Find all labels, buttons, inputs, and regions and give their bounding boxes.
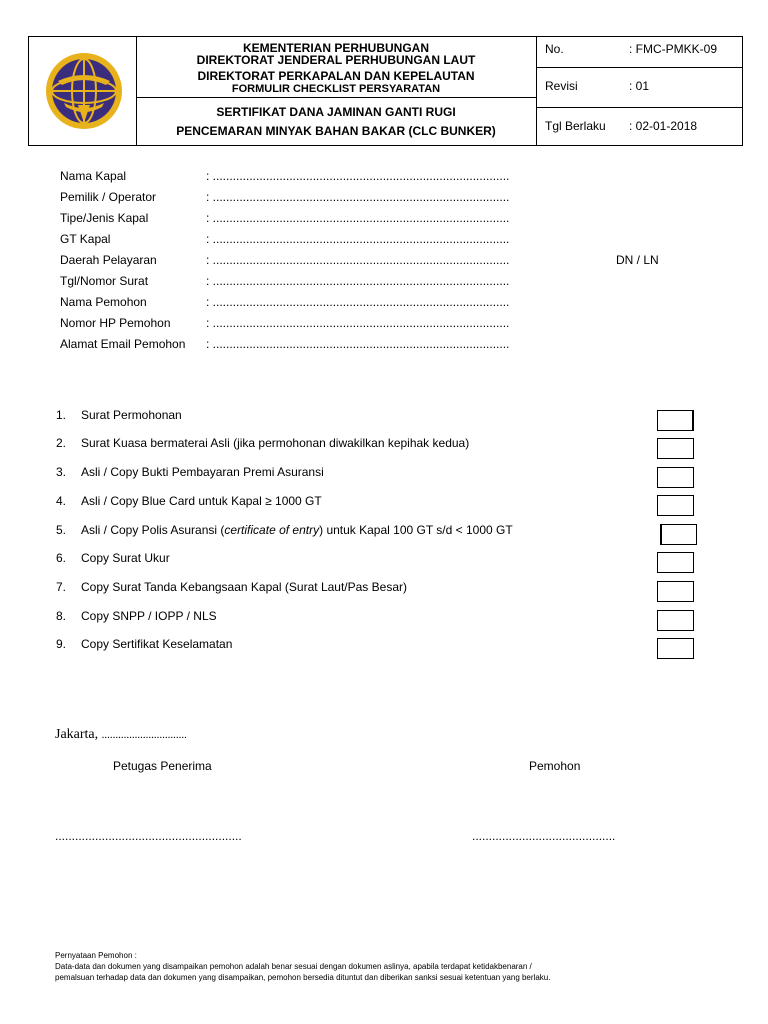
checklist-item-text (81, 523, 513, 537)
meta-divider-2 (536, 107, 742, 108)
field-input-sailing-area[interactable]: : ......................................................................................... (206, 253, 510, 267)
checklist-item-text: Copy Surat Ukur (81, 551, 170, 565)
meta-revision-value: : 01 (629, 79, 650, 93)
checklist-checkbox-6[interactable] (657, 552, 694, 573)
checklist-item-text: Surat Kuasa bermaterai Asli (jika permohonan diwakilkan kepihak kedua) (81, 436, 470, 450)
field-input-ship-name[interactable]: : ......................................................................................... (206, 169, 510, 183)
checklist-checkbox-7[interactable] (657, 581, 694, 602)
field-input-applicant-phone[interactable]: : ......................................................................................... (206, 316, 510, 330)
checklist-number: 5. (56, 523, 67, 537)
meta-no-label: No. (545, 42, 564, 56)
checklist-item-text: Copy Sertifikat Keselamatan (81, 637, 233, 651)
statement-line-1: Data-data dan dokumen yang disampaikan pemohon adalah benar sesuai dengan dokumen aslinya, apabila terdapat ketidakbenaran / (55, 962, 532, 971)
checklist-item-text: Surat Permohonan (81, 408, 182, 422)
applicant-label: Pemohon (529, 759, 581, 773)
field-input-owner[interactable]: : ......................................................................................... (206, 190, 510, 204)
header-divider-right (536, 37, 537, 145)
checklist-number: 7. (56, 580, 67, 594)
field-label-ship-name: Nama Kapal (60, 169, 127, 183)
header-form-title: FORMULIR CHECKLIST PERSYARATAN (231, 83, 441, 95)
checklist-item-text: Asli / Copy Bukti Pembayaran Premi Asuransi (81, 465, 324, 479)
field-label-applicant-email: Alamat Email Pemohon (60, 337, 186, 351)
field-input-gt[interactable]: : ......................................................................................... (206, 232, 510, 246)
dn-ln-option[interactable]: DN / LN (616, 253, 659, 267)
header-title-divider (136, 97, 536, 98)
checklist-item-text: Asli / Copy Blue Card untuk Kapal ≥ 1000 GT (81, 494, 322, 508)
meta-no-value: : FMC-PMKK-09 (629, 42, 718, 56)
header-certificate-title: SERTIFIKAT DANA JAMINAN GANTI RUGI (216, 105, 456, 119)
checklist-item-text-post: ) untuk Kapal 100 GT s/d < 1000 GT (319, 523, 513, 537)
field-input-applicant-email[interactable]: : ......................................................................................... (206, 337, 510, 351)
checklist-item-text-pre: Asli / Copy Polis Asuransi ( (81, 523, 225, 537)
field-label-letter-date: Tgl/Nomor Surat (60, 274, 149, 288)
signature-date-field[interactable]: ............................... (101, 729, 187, 741)
field-label-applicant-phone: Nomor HP Pemohon (60, 316, 171, 330)
checklist-item-text-italic: certificate of entry (224, 523, 320, 537)
checklist-number: 2. (56, 436, 67, 450)
applicant-signature-line[interactable]: ........................................... (472, 829, 616, 843)
checklist-number: 6. (56, 551, 67, 565)
header-certificate-subtitle: PENCEMARAN MINYAK BAHAN BAKAR (CLC BUNKER) (176, 124, 496, 138)
field-input-ship-type[interactable]: : ......................................................................................... (206, 211, 510, 225)
field-input-applicant-name[interactable]: : ......................................................................................... (206, 295, 510, 309)
officer-signature-line[interactable]: ........................................................ (55, 829, 242, 843)
checklist-checkbox-8[interactable] (657, 610, 694, 631)
checklist-checkbox-9[interactable] (657, 638, 694, 659)
field-label-sailing-area: Daerah Pelayaran (60, 253, 157, 267)
signature-place-label: Jakarta, (55, 727, 99, 742)
meta-revision-label: Revisi (545, 79, 578, 93)
field-label-ship-type: Tipe/Jenis Kapal (60, 211, 149, 225)
checklist-number: 1. (56, 408, 67, 422)
signature-place (55, 727, 187, 743)
ministry-emblem-icon (44, 51, 124, 131)
header-directorate-general: DIREKTORAT JENDERAL PERHUBUNGAN LAUT (196, 53, 476, 67)
applicant-statement (55, 950, 550, 983)
checklist-checkbox-2[interactable] (657, 438, 694, 459)
field-label-applicant-name: Nama Pemohon (60, 295, 147, 309)
header-directorate: DIREKTORAT PERKAPALAN DAN KEPELAUTAN (197, 69, 475, 83)
meta-date-label: Tgl Berlaku (545, 119, 606, 133)
checklist-number: 4. (56, 494, 67, 508)
statement-line-2: pemalsuan terhadap data dan dokumen yang disampaikan, pemohon bersedia dituntut dan diberikan sanksi sesuai ketentuan yang berlaku. (55, 973, 551, 982)
checklist-checkbox-1[interactable] (657, 410, 694, 431)
header-table (28, 36, 743, 146)
checklist-number: 8. (56, 609, 67, 623)
checklist-checkbox-4[interactable] (657, 495, 694, 516)
field-input-letter-date[interactable]: : ......................................................................................... (206, 274, 510, 288)
checklist-checkbox-3[interactable] (657, 467, 694, 488)
meta-divider-1 (536, 67, 742, 68)
checklist-number: 3. (56, 465, 67, 479)
statement-title: Pernyataan Pemohon : (55, 951, 137, 960)
meta-date-value: : 02-01-2018 (629, 119, 698, 133)
checklist-number: 9. (56, 637, 67, 651)
checklist-item-text: Copy Surat Tanda Kebangsaan Kapal (Surat Laut/Pas Besar) (81, 580, 407, 594)
officer-label: Petugas Penerima (113, 759, 212, 773)
checklist-item-text: Copy SNPP / IOPP / NLS (81, 609, 217, 623)
checklist-checkbox-5[interactable] (660, 524, 697, 545)
header-ministry: KEMENTERIAN PERHUBUNGAN (242, 41, 429, 55)
field-label-gt: GT Kapal (60, 232, 111, 246)
field-label-owner: Pemilik / Operator (60, 190, 157, 204)
